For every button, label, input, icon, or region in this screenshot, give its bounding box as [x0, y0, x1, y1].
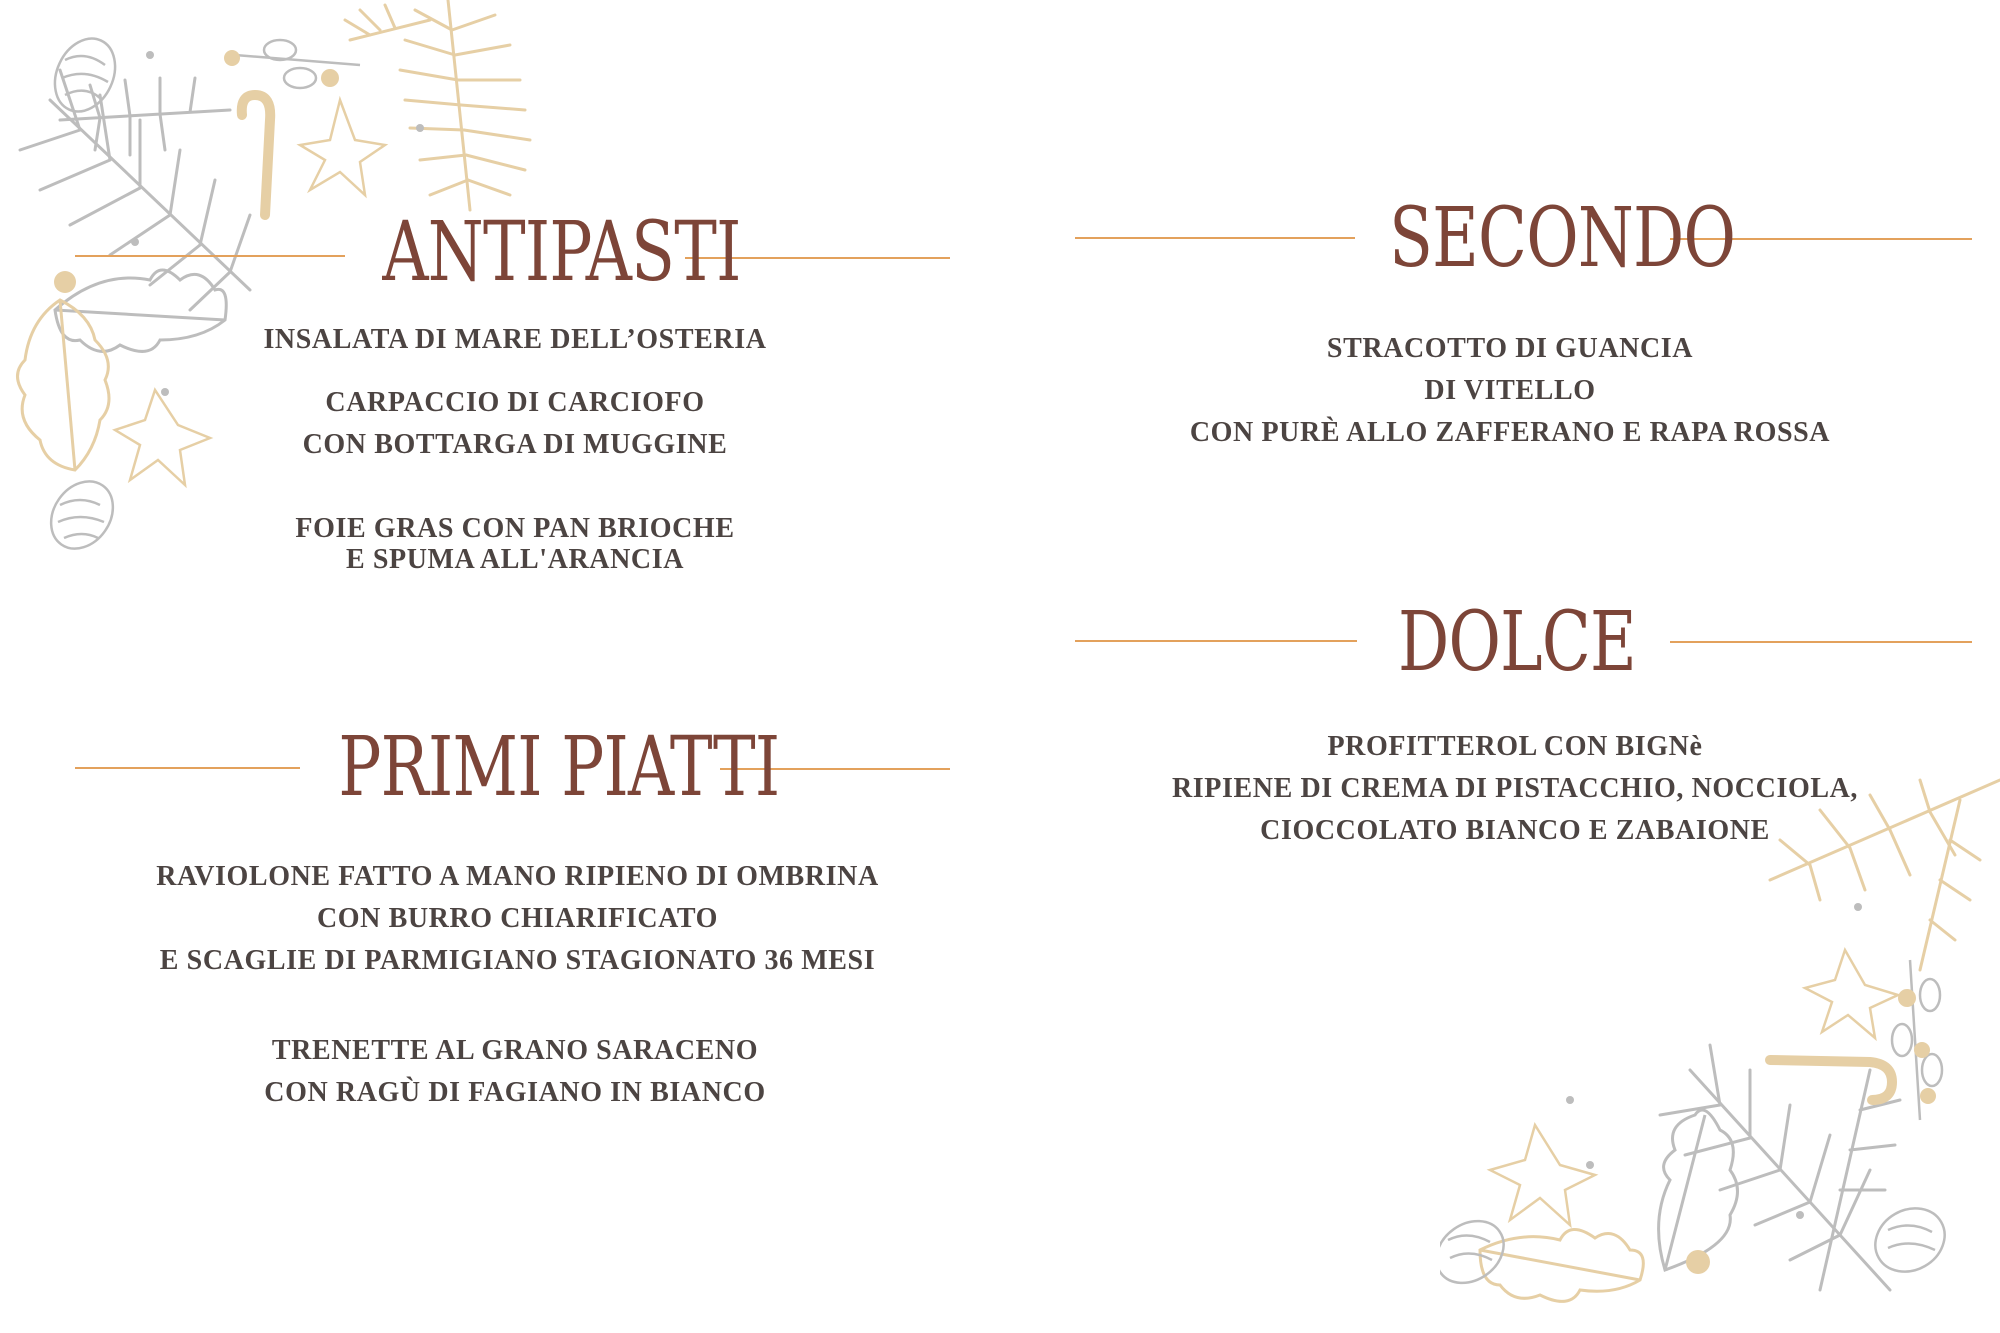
holly-leaf-icon [18, 300, 110, 470]
menu-line: RIPIENE DI CREMA DI PISTACCHIO, NOCCIOLA, [1171, 773, 1859, 804]
candy-cane-icon [1770, 1060, 1892, 1100]
menu-line: E SPUMA ALL'ARANCIA [345, 544, 685, 575]
poinsettia-icon [1490, 950, 1898, 1225]
menu-line: STRACOTTO DI GUANCIA [1326, 333, 1694, 364]
menu-line: DI VITELLO [1424, 375, 1596, 406]
menu-line: TRENETTE AL GRANO SARACENO [271, 1035, 759, 1066]
antipasti-item [140, 382, 890, 466]
menu-line: CIOCCOLATO BIANCO E ZABAIONE [1260, 815, 1770, 846]
menu-line: E SCAGLIE DI PARMIGIANO STAGIONATO 36 MESI [159, 945, 876, 976]
menu-line: CARPACCIO DI CARCIOFO [325, 387, 705, 418]
menu-line: FOIE GRAS CON PAN BRIOCHE [295, 513, 735, 544]
dolce-heading: DOLCE [1398, 595, 1636, 690]
pine-branch-icon [345, 0, 530, 210]
primi-item [140, 1030, 890, 1114]
menu-line: CON BOTTARGA DI MUGGINE [302, 429, 728, 460]
antipasti-item [140, 513, 890, 575]
menu-line: CON PURÈ ALLO ZAFFERANO E RAPA ROSSA [1189, 417, 1831, 448]
primi-rule-left [75, 767, 300, 769]
berry-sprig-icon [1566, 903, 1942, 1274]
dolce-rule-left [1075, 640, 1357, 642]
secondo-rule-left [1075, 237, 1355, 239]
pinecone-icon [38, 29, 126, 560]
menu-line: INSALATA DI MARE DELL’OSTERIA [263, 324, 767, 355]
secondo-item [1125, 328, 1895, 454]
pinecone-icon [1440, 1196, 1956, 1296]
dolce-rule-right [1670, 641, 1972, 643]
candy-cane-icon [242, 95, 270, 215]
dolce-item [1120, 726, 1910, 852]
antipasti-heading: ANTIPASTI [382, 205, 741, 300]
secondo-heading: SECONDO [1389, 191, 1736, 286]
menu-line: CON RAGÙ DI FAGIANO IN BIANCO [264, 1077, 766, 1108]
menu-line: PROFITTEROL CON BIGNè [1327, 731, 1703, 762]
menu-line: RAVIOLONE FATTO A MANO RIPIENO DI OMBRINA [156, 861, 879, 892]
bottom-right-christmas-decoration [1440, 770, 2000, 1333]
menu-line: CON BURRO CHIARIFICATO [316, 903, 719, 934]
antipasti-item [140, 322, 890, 358]
primi-item [90, 856, 945, 982]
antipasti-rule-left [75, 255, 345, 257]
holly-leaf-icon [1659, 1110, 1738, 1270]
pine-branch-icon [20, 70, 250, 310]
primi-piatti-heading: PRIMI PIATTI [338, 720, 780, 815]
